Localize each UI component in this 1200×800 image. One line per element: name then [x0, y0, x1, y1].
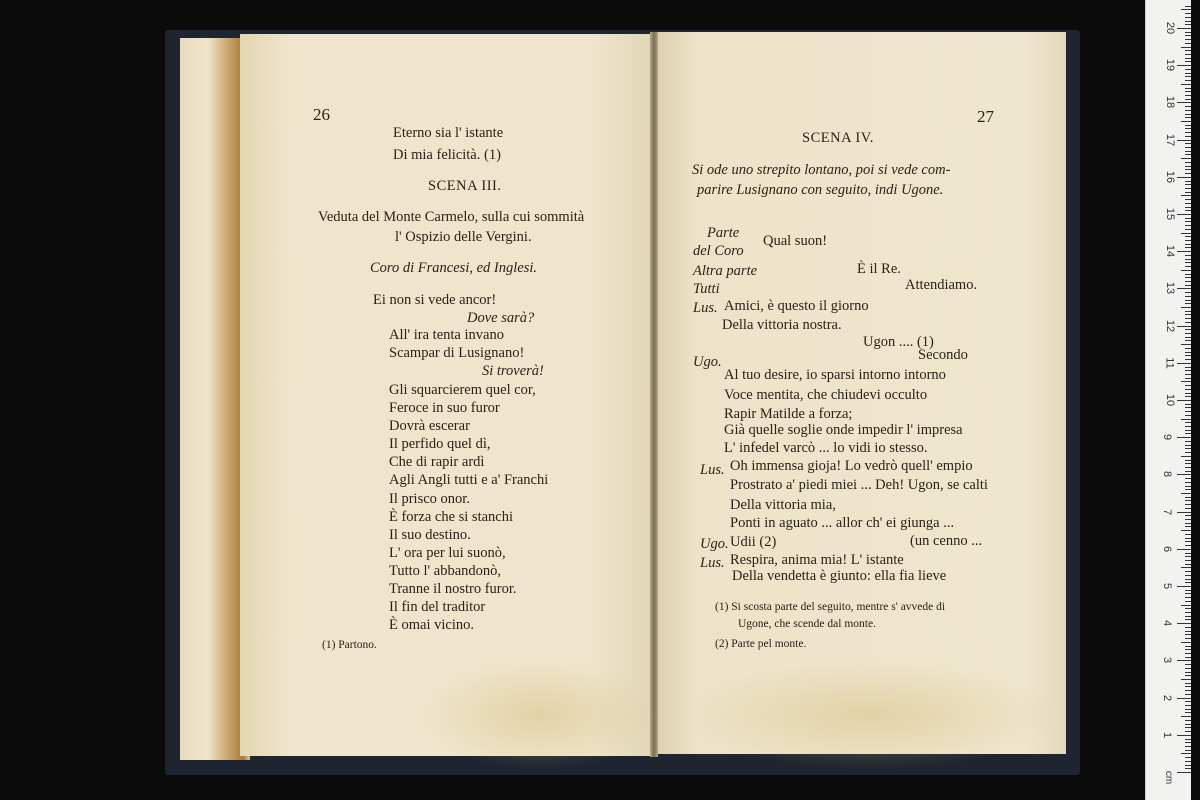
ruler-tick [1185, 348, 1191, 349]
ruler-number: 3 [1161, 657, 1174, 664]
speaker: Parte [707, 225, 740, 241]
ruler-tick [1177, 28, 1191, 29]
dialogue-line: Secondo [918, 347, 968, 363]
ruler-tick [1185, 192, 1191, 193]
ruler-tick [1185, 739, 1191, 740]
ruler-tick [1185, 184, 1191, 185]
ruler-tick [1185, 411, 1191, 412]
ruler-tick [1185, 556, 1191, 557]
ruler-number: 18 [1164, 96, 1177, 109]
verse-line: È omai vicino. [389, 617, 474, 633]
ruler-tick [1185, 768, 1191, 769]
ruler-tick [1185, 303, 1191, 304]
ruler-tick [1185, 203, 1191, 204]
dialogue-line: Ponti in aguato ... allor ch' ei giunga ... [730, 515, 955, 531]
scene-title: SCENA III. [428, 178, 502, 194]
ruler-tick [1185, 277, 1191, 278]
ruler-tick [1185, 255, 1191, 256]
ruler-tick [1185, 404, 1191, 405]
ruler-tick [1185, 318, 1191, 319]
ruler-tick [1177, 363, 1191, 364]
dialogue-line: Udii (2) [730, 534, 777, 550]
ruler-tick [1185, 69, 1191, 70]
ruler-tick [1185, 683, 1191, 684]
ruler-tick [1185, 300, 1191, 301]
ruler-tick [1185, 500, 1191, 501]
ruler-tick [1181, 158, 1191, 159]
text-line: Di mia felicità. (1) [393, 147, 501, 163]
ruler-tick [1177, 140, 1191, 141]
ruler-number: 9 [1161, 434, 1174, 441]
ruler-tick [1185, 359, 1191, 360]
ruler-tick [1185, 545, 1191, 546]
ruler-tick [1185, 519, 1191, 520]
ruler-tick [1185, 608, 1191, 609]
ruler-number: 13 [1164, 282, 1177, 295]
ruler-tick [1185, 452, 1191, 453]
ruler-tick [1177, 400, 1191, 401]
ruler-tick [1181, 679, 1191, 680]
ruler-tick [1185, 218, 1191, 219]
verse-line: È forza che si stanchi [389, 509, 514, 525]
ruler-tick [1185, 166, 1191, 167]
verse-line: Il prisco onor. [389, 491, 470, 507]
ruler-tick [1185, 601, 1191, 602]
ruler-tick [1185, 593, 1191, 594]
ruler-tick [1177, 623, 1191, 624]
text-line: Eterno sia l' istante [393, 125, 504, 141]
footnote: (2) Parte pel monte. [715, 638, 807, 650]
ruler-tick [1185, 396, 1191, 397]
ruler-tick [1185, 229, 1191, 230]
book-spine [650, 32, 658, 757]
ruler-tick [1181, 195, 1191, 196]
ruler-tick [1185, 95, 1191, 96]
ruler-tick [1185, 742, 1191, 743]
ruler-tick [1185, 333, 1191, 334]
verse-line: Agli Angli tutti e a' Franchi [389, 472, 549, 488]
ruler-tick [1185, 114, 1191, 115]
footnote: (1) Si scosta parte del seguito, mentre s' avvede di [715, 601, 946, 613]
ruler-tick [1185, 538, 1191, 539]
stage-direction: Si ode uno strepito lontano, poi si vede com- [692, 162, 951, 178]
ruler-tick [1181, 642, 1191, 643]
ruler-tick [1177, 772, 1191, 773]
dialogue-line: Rapir Matilde a forza; [724, 406, 853, 422]
speaker: Lus. [700, 555, 725, 571]
ruler-tick [1185, 415, 1191, 416]
ruler-tick [1185, 482, 1191, 483]
ruler-tick [1185, 50, 1191, 51]
ruler-tick [1177, 660, 1191, 661]
speaker: Lus. [700, 462, 725, 478]
ruler-number: 16 [1164, 170, 1177, 183]
ruler-number: 10 [1164, 393, 1177, 407]
ruler-number: 17 [1164, 133, 1177, 146]
dialogue-line: Della vittoria mia, [730, 497, 836, 513]
ruler-tick [1185, 638, 1191, 639]
ruler-tick [1185, 560, 1191, 561]
ruler-tick [1185, 705, 1191, 706]
ruler-tick [1185, 761, 1191, 762]
ruler-tick [1185, 329, 1191, 330]
ruler-tick [1185, 39, 1191, 40]
ruler-tick [1185, 597, 1191, 598]
ruler-tick [1185, 575, 1191, 576]
ruler-tick [1185, 80, 1191, 81]
ruler-tick [1185, 355, 1191, 356]
dialogue-line: Attendiamo. [905, 277, 978, 293]
ruler-tick [1185, 750, 1191, 751]
ruler-tick [1185, 504, 1191, 505]
ruler-tick [1185, 541, 1191, 542]
ruler-tick [1185, 701, 1191, 702]
ruler-tick [1181, 9, 1191, 10]
ruler-tick [1185, 207, 1191, 208]
ruler-tick [1185, 151, 1191, 152]
dialogue-line: Della vendetta è giunto: ella fia lieve [732, 568, 947, 584]
ruler-tick [1185, 486, 1191, 487]
ruler-tick [1185, 106, 1191, 107]
ruler-tick [1185, 125, 1191, 126]
dialogue-line: L' infedel varcò ... lo vidi io stesso. [724, 440, 928, 456]
dialogue-line: Qual suon! [763, 233, 828, 249]
ruler-tick [1177, 586, 1191, 587]
ruler-tick [1185, 497, 1191, 498]
ruler-tick [1185, 199, 1191, 200]
ruler-tick [1181, 530, 1191, 531]
ruler-tick [1185, 690, 1191, 691]
ruler-tick [1185, 188, 1191, 189]
verse-line: Gli squarcierem quel cor, [389, 382, 536, 398]
dialogue-line: Già quelle soglie onde impedir l' impresa [724, 422, 963, 438]
ruler-tick [1181, 605, 1191, 606]
ruler-tick [1185, 675, 1191, 676]
dialogue-line: Della vittoria nostra. [722, 317, 842, 333]
ruler-tick [1177, 288, 1191, 289]
ruler-tick [1185, 471, 1191, 472]
ruler-tick [1185, 99, 1191, 100]
ruler-tick [1181, 270, 1191, 271]
ruler-tick [1185, 571, 1191, 572]
ruler-tick [1177, 251, 1191, 252]
ruler-tick [1185, 143, 1191, 144]
ruler-tick [1185, 534, 1191, 535]
ruler-tick [1185, 712, 1191, 713]
ruler-tick [1185, 374, 1191, 375]
ruler-tick [1185, 17, 1191, 18]
stage-direction: parire Lusignano con seguito, indi Ugone. [697, 182, 944, 198]
ruler-tick [1185, 631, 1191, 632]
ruler-tick [1185, 262, 1191, 263]
ruler-tick [1185, 292, 1191, 293]
ruler-tick [1185, 646, 1191, 647]
dialogue-line: Amici, è questo il giorno [724, 298, 869, 314]
footnote: Ugone, che scende dal monte. [738, 618, 876, 630]
verse-line: All' ira tenta invano [389, 327, 504, 343]
ruler-tick [1185, 709, 1191, 710]
ruler-tick [1185, 627, 1191, 628]
ruler-tick [1185, 612, 1191, 613]
page-number-left: 26 [313, 105, 330, 124]
speaker: Altra parte [693, 263, 758, 279]
ruler-tick [1185, 240, 1191, 241]
ruler-tick [1185, 154, 1191, 155]
dialogue-line: Voce mentita, che chiudevi occulto [724, 387, 928, 403]
ruler-tick [1185, 210, 1191, 211]
ruler-tick [1185, 173, 1191, 174]
page-number-right: 27 [977, 107, 994, 126]
setting-line: Veduta del Monte Carmelo, sulla cui sommità [318, 209, 585, 225]
ruler-tick [1185, 515, 1191, 516]
ruler-number: 1 [1161, 731, 1174, 738]
ruler-tick [1185, 314, 1191, 315]
speaker: Ugo. [700, 536, 729, 552]
ruler-tick [1185, 43, 1191, 44]
ruler-tick [1185, 653, 1191, 654]
ruler-number: 5 [1161, 582, 1174, 590]
ruler-tick [1185, 407, 1191, 408]
ruler-tick [1185, 634, 1191, 635]
ruler-tick [1181, 84, 1191, 85]
ruler-tick [1185, 579, 1191, 580]
dialogue-line: È il Re. [857, 261, 901, 277]
ruler-tick [1185, 448, 1191, 449]
verse-line: Scampar di Lusignano! [389, 345, 525, 361]
ruler-tick [1185, 110, 1191, 111]
ruler-tick [1185, 88, 1191, 89]
ruler-tick [1185, 340, 1191, 341]
verse-line: Il fin del traditor [389, 599, 486, 615]
ruler-tick [1185, 21, 1191, 22]
setting-line: l' Ospizio delle Vergini. [395, 229, 532, 245]
chorus-heading: Coro di Francesi, ed Inglesi. [370, 260, 537, 276]
ruler-tick [1185, 672, 1191, 673]
ruler-tick [1177, 735, 1191, 736]
ruler-tick [1181, 307, 1191, 308]
ruler-tick [1185, 61, 1191, 62]
stain [420, 660, 660, 770]
ruler-tick [1185, 352, 1191, 353]
ruler-tick [1185, 32, 1191, 33]
ruler-tick [1185, 489, 1191, 490]
ruler-tick [1185, 553, 1191, 554]
ruler-tick [1185, 6, 1191, 7]
ruler-tick [1181, 47, 1191, 48]
ruler-tick [1185, 463, 1191, 464]
verse-line: Che di rapir ardì [389, 454, 485, 470]
ruler-number: 19 [1164, 59, 1177, 72]
ruler-tick [1185, 311, 1191, 312]
ruler-tick [1185, 731, 1191, 732]
ruler-tick [1181, 233, 1191, 234]
ruler-tick [1185, 132, 1191, 133]
dialogue-line: (un cenno ... [910, 533, 983, 549]
ruler-tick [1185, 649, 1191, 650]
ruler-tick [1185, 296, 1191, 297]
verse-line: Il perfido quel dì, [389, 436, 491, 452]
ruler-tick [1185, 162, 1191, 163]
ruler-tick [1181, 344, 1191, 345]
ruler-tick [1185, 727, 1191, 728]
ruler-tick [1181, 121, 1191, 122]
stain [680, 660, 1060, 770]
ruler-tick [1185, 445, 1191, 446]
ruler-tick [1185, 378, 1191, 379]
ruler-tick [1185, 724, 1191, 725]
ruler-tick [1185, 244, 1191, 245]
speaker: Ugo. [693, 354, 722, 370]
ruler-number: 8 [1161, 471, 1174, 478]
ruler-tick [1185, 657, 1191, 658]
verse-line: Tutto l' abbandonò, [389, 563, 502, 579]
ruler-tick [1185, 582, 1191, 583]
ruler-tick [1185, 370, 1191, 371]
verse-line: Feroce in suo furor [389, 400, 500, 416]
ruler-number: 2 [1161, 694, 1174, 701]
ruler-tick [1185, 746, 1191, 747]
ruler-tick [1185, 478, 1191, 479]
dialogue-line: Oh immensa gioja! Lo vedrò quell' empio [730, 458, 973, 474]
ruler-tick [1177, 698, 1191, 699]
ruler-tick [1185, 523, 1191, 524]
ruler-number: 6 [1161, 545, 1174, 552]
scene-title: SCENA IV. [802, 130, 874, 146]
ruler-tick [1181, 716, 1191, 717]
ruler-tick [1185, 389, 1191, 390]
ruler-tick [1185, 564, 1191, 565]
ruler-tick [1181, 381, 1191, 382]
ruler-tick [1185, 619, 1191, 620]
dialogue-line: Respira, anima mia! L' istante [730, 552, 904, 568]
ruler-number: 4 [1161, 620, 1174, 627]
ruler-tick [1185, 757, 1191, 758]
verse-line: Dovrà escerar [389, 418, 470, 434]
ruler-tick [1185, 136, 1191, 137]
ruler-tick [1185, 322, 1191, 323]
ruler-tick [1185, 181, 1191, 182]
dialogue-line: Prostrato a' piedi miei ... Deh! Ugon, se calti [730, 477, 988, 493]
ruler-number: 15 [1164, 207, 1177, 221]
ruler-tick [1185, 147, 1191, 148]
ruler-tick [1185, 58, 1191, 59]
ruler-tick [1177, 474, 1191, 475]
ruler-unit: cm [1163, 770, 1175, 785]
ruler-tick [1177, 512, 1191, 513]
ruler-tick [1185, 441, 1191, 442]
ruler-tick [1185, 590, 1191, 591]
verse-line: Tranne il nostro furor. [389, 581, 517, 597]
measuring-ruler [1145, 0, 1191, 800]
ruler-tick [1177, 214, 1191, 215]
ruler-tick [1177, 549, 1191, 550]
ruler-tick [1185, 720, 1191, 721]
ruler-tick [1185, 169, 1191, 170]
ruler-tick [1185, 686, 1191, 687]
ruler-tick [1181, 419, 1191, 420]
ruler-tick [1181, 493, 1191, 494]
verse-line: Dove sarà? [467, 310, 535, 326]
verse-line: Il suo destino. [389, 527, 471, 543]
ruler-tick [1185, 467, 1191, 468]
ruler-tick [1185, 35, 1191, 36]
ruler-tick [1181, 753, 1191, 754]
ruler-tick [1177, 177, 1191, 178]
ruler-tick [1185, 24, 1191, 25]
ruler-tick [1185, 76, 1191, 77]
ruler-tick [1185, 91, 1191, 92]
ruler-tick [1185, 616, 1191, 617]
ruler-tick [1185, 385, 1191, 386]
ruler-tick [1185, 526, 1191, 527]
ruler-number: 12 [1164, 319, 1177, 332]
ruler-tick [1185, 393, 1191, 394]
ruler-tick [1185, 225, 1191, 226]
dialogue-line: Ugon .... (1) [863, 334, 934, 350]
dialogue-line: Al tuo desire, io sparsi intorno intorno [724, 367, 946, 383]
ruler-tick [1185, 13, 1191, 14]
ruler-tick [1185, 221, 1191, 222]
ruler-tick [1185, 236, 1191, 237]
footnote: (1) Partono. [322, 639, 377, 651]
ruler-tick [1185, 430, 1191, 431]
verse-line: Si troverà! [482, 363, 544, 379]
ruler-tick [1185, 694, 1191, 695]
ruler-tick [1185, 259, 1191, 260]
ruler-tick [1185, 664, 1191, 665]
ruler-tick [1185, 433, 1191, 434]
ruler-tick [1185, 54, 1191, 55]
ruler-tick [1177, 65, 1191, 66]
ruler-number: 7 [1161, 508, 1174, 515]
ruler-tick [1185, 266, 1191, 267]
ruler-tick [1185, 128, 1191, 129]
ruler-tick [1185, 765, 1191, 766]
ruler-tick [1185, 247, 1191, 248]
ruler-tick [1185, 668, 1191, 669]
speaker: Lus. [693, 300, 718, 316]
ruler-tick [1185, 274, 1191, 275]
ruler-tick [1177, 437, 1191, 438]
ruler-tick [1185, 426, 1191, 427]
verse-line: Ei non si vede ancor! [373, 292, 497, 308]
ruler-tick [1185, 73, 1191, 74]
ruler-tick [1185, 285, 1191, 286]
verse-line: L' ora per lui suonò, [389, 545, 506, 561]
ruler-tick [1185, 508, 1191, 509]
ruler-tick [1177, 326, 1191, 327]
speaker: Tutti [693, 281, 720, 297]
ruler-tick [1185, 117, 1191, 118]
ruler-number: 20 [1164, 21, 1177, 35]
ruler-tick [1185, 367, 1191, 368]
ruler-tick [1177, 102, 1191, 103]
ruler-tick [1181, 567, 1191, 568]
ruler-tick [1185, 460, 1191, 461]
ruler-tick [1185, 337, 1191, 338]
ruler-number: 11 [1163, 357, 1176, 369]
ruler-tick [1185, 422, 1191, 423]
ruler-tick [1181, 456, 1191, 457]
ruler-number: 14 [1164, 245, 1177, 258]
ruler-tick [1185, 281, 1191, 282]
speaker: del Coro [693, 243, 744, 259]
